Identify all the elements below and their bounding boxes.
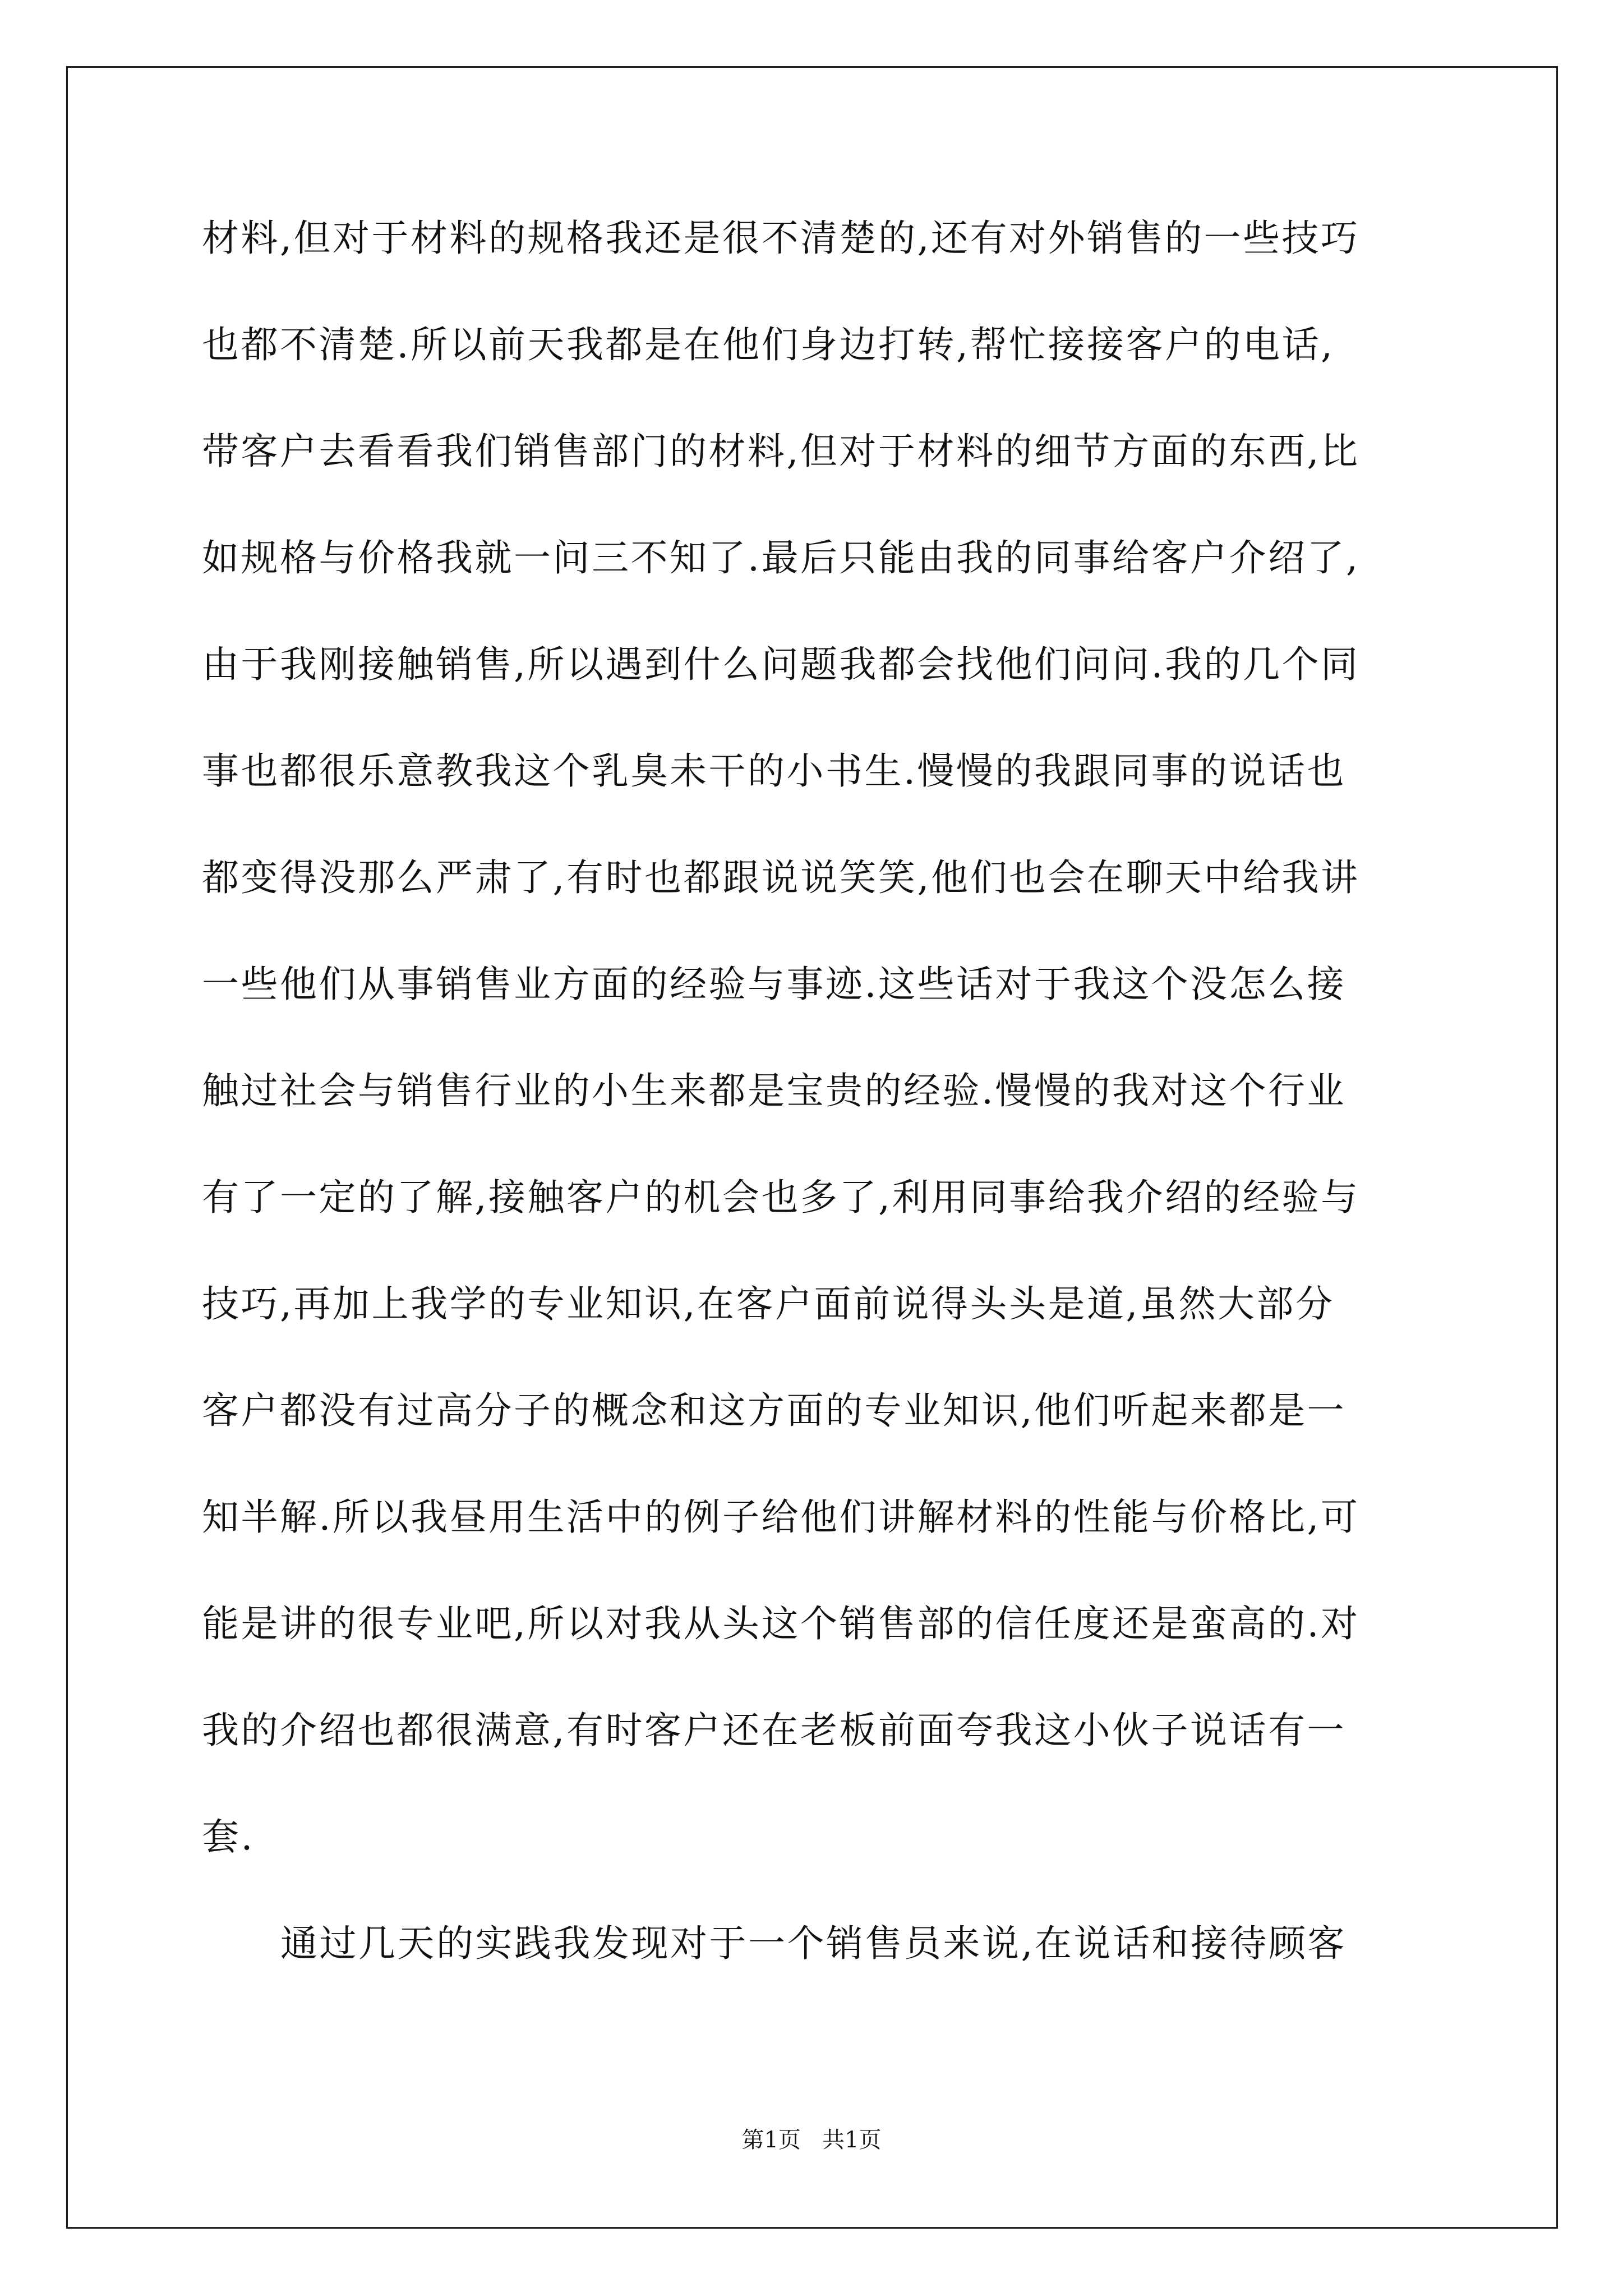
text-line: 知半解.所以我昼用生活中的例子给他们讲解材料的性能与价格比,可 <box>202 1496 1360 1539</box>
text-line: 客户都没有过高分子的概念和这方面的专业知识,他们听起来都是一 <box>202 1389 1346 1432</box>
text-line: 触过社会与销售行业的小生来都是宝贵的经验.慢慢的我对这个行业 <box>202 1069 1346 1112</box>
text-line: 能是讲的很专业吧,所以对我从头这个销售部的信任度还是蛮高的.对 <box>202 1602 1360 1645</box>
text-line: 一些他们从事销售业方面的经验与事迹.这些话对于我这个没怎么接 <box>202 963 1346 1006</box>
text-line: 都变得没那么严肃了,有时也都跟说说笑笑,他们也会在聊天中给我讲 <box>202 856 1360 899</box>
text-line: 由于我刚接触销售,所以遇到什么问题我都会找他们问问.我的几个同 <box>202 643 1360 686</box>
text-line: 套. <box>202 1815 255 1858</box>
text-line: 有了一定的了解,接触客户的机会也多了,利用同事给我介绍的经验与 <box>202 1176 1360 1219</box>
text-line: 材料,但对于材料的规格我还是很不清楚的,还有对外销售的一些技巧 <box>202 217 1360 260</box>
text-line: 技巧,再加上我学的专业知识,在客户面前说得头头是道,虽然大部分 <box>202 1282 1335 1326</box>
paragraph-first-line: 通过几天的实践我发现对于一个销售员来说,在说话和接待顾客 <box>280 1922 1347 1965</box>
text-line: 事也都很乐意教我这个乳臭未干的小书生.慢慢的我跟同事的说话也 <box>202 749 1346 793</box>
text-line: 带客户去看看我们销售部门的材料,但对于材料的细节方面的东西,比 <box>202 430 1360 473</box>
text-line: 如规格与价格我就一问三不知了.最后只能由我的同事给客户介绍了, <box>202 536 1360 579</box>
page-border <box>66 66 1558 2229</box>
text-line: 也都不清楚.所以前天我都是在他们身边打转,帮忙接接客户的电话, <box>202 323 1335 366</box>
text-line: 我的介绍也都很满意,有时客户还在老板前面夸我这小伙子说话有一 <box>202 1709 1346 1752</box>
page-footer: 第1页 共1页 <box>741 2127 882 2153</box>
